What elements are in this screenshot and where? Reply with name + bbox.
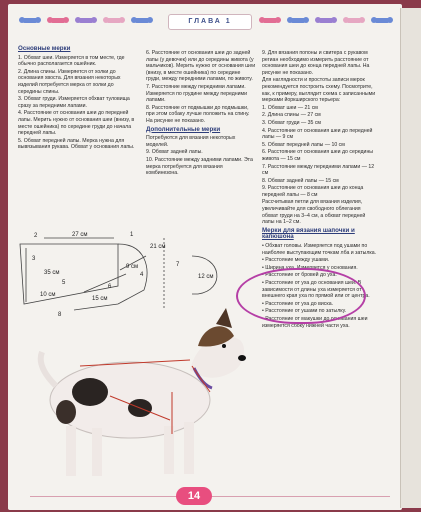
schema-label: 27 см (72, 232, 88, 238)
bone-ornament (134, 18, 150, 23)
bone-ornament (318, 18, 334, 23)
schema-label: 3 (32, 256, 36, 262)
list-item: 1. Обхват шеи — 21 см (262, 104, 318, 111)
bone-ornament (78, 18, 94, 23)
schema-label: 9 см (126, 264, 139, 270)
paragraph: 10. Расстояние между задними лапами. Эта мерка потребуется для вязания комбинезона. (146, 156, 253, 177)
paragraph: 9. Обхват задней лапы. (146, 149, 203, 156)
paragraph: 4. Расстояние от основания шеи до передней лапы. Мерить нужно от основания шеи (внизу, в месте ошейника) по середине груди до начала передней лапы. (18, 110, 135, 137)
schema-label: 6 (108, 284, 112, 290)
page-number: 14 (176, 487, 212, 505)
list-item: • Расстояние от уха до основания шеи. В зависимости от длины уха измеряется от внешнего края уха по прямой или от центра. (262, 280, 370, 300)
paragraph: 6. Расстояние от основания шеи до задней лапы (у девочек) или до середины живота (у мальчиков). Мерить нужно от основания шеи (внизу, в месте ошейника) по середине груди, между передними лапами, по животу. (146, 50, 256, 83)
bone-ornament (346, 18, 362, 23)
section-title: Дополнительные мерки (146, 125, 221, 133)
paragraph: 9. Для вязания попоны и свитера с рукавом региан необходимо измерить расстояние от основания шеи до конца передней лапы. На рисунке не показано. (262, 50, 370, 76)
paragraph: 3. Обхват груди. Измеряется обхват туловища сразу за передними лапами. (18, 96, 130, 109)
schema-label: 12 см (198, 274, 214, 280)
list-item: 6. Расстояние от основания шеи до середины живота — 15 см (262, 149, 374, 162)
paragraph: 2. Длина спины. Измеряется от холки до основания хвоста. Для вязания некоторых изделий потребуется мерка от холки до середины спины. (18, 68, 121, 95)
schema-label: 35 см (44, 270, 60, 276)
bone-ornament (50, 18, 66, 23)
bone-ornament (262, 18, 278, 23)
list-item: 7. Расстояние между передними лапами — 12 см (262, 163, 375, 177)
schema-label: 8 (58, 312, 62, 318)
section-title: Мерки для вязания шапочки и капюшона (262, 226, 355, 241)
paragraph: 7. Расстояние между передними лапами. Измеряется по грудине между передними лапами. (146, 83, 247, 104)
chapter-header: ГЛАВА 1 (168, 14, 252, 30)
schema-label: 2 (34, 233, 38, 239)
schema-label: 21 см (150, 244, 166, 250)
schema-label: 5 (62, 280, 66, 286)
list-item: • Расстояние от макушки до основания шеи измеряется сбоку нижней части уха. (262, 315, 368, 329)
schema-label: 7 (176, 262, 180, 268)
bone-ornament (290, 18, 306, 23)
schema-label: 10 см (40, 292, 56, 298)
paragraph: 8. Расстояние от подмышки до подмышки, при этом собаку лучше положить на спину. На рисунке не показано. (146, 104, 250, 124)
list-item: 5. Обхват передней лапы — 10 см (262, 141, 345, 148)
bone-ornament (374, 18, 390, 23)
list-item: • Расстояние между ушами. (262, 257, 330, 264)
list-item: 3. Обхват груди — 35 см (262, 119, 321, 126)
section-title: Основные мерки (18, 45, 71, 52)
paragraph: Для наглядности и простоты записи мерок рекомендуется построить схему. Посмотрите, как, к примеру, выглядит схема с записанными мерками йоркширского терьера: (262, 77, 376, 104)
list-item: • Расстояние от бровей до уха. (262, 272, 337, 279)
schema-label: 4 (140, 272, 144, 278)
list-item: 4. Расстояние от основания шеи до передней лапы — 9 см (262, 127, 373, 141)
list-item: • Расстояние от уха до виска. (262, 300, 334, 307)
bone-ornament (22, 18, 38, 23)
column-main-measurements (18, 44, 138, 152)
column-additional-measurements (146, 50, 256, 178)
list-item: 2. Длина спины — 27 см (262, 112, 321, 119)
list-item: 8. Обхват задней лапы — 15 см (262, 177, 339, 184)
schema-label: 15 см (92, 296, 108, 302)
paragraph: 5. Обхват передней лапы. Мерка нужна для вывязывания рукава. Обхват у основания лапы. (18, 137, 135, 151)
list-item: • Ширина уха. Измеряется у основания. (262, 264, 358, 271)
list-item: • Расстояние от ушами по затылку. (262, 308, 347, 315)
next-page-edge (400, 8, 421, 508)
paragraph: Рассчитывая петли для вязания изделия, увеличивайте для свободного облегания обхват груди на 3–4 см, а обхват передней лапы на 1–2 см. (262, 199, 366, 226)
dog-photo (20, 300, 248, 486)
paragraph: Потребуются для вязания некоторых моделей. (146, 135, 236, 148)
list-item: 9. Расстояние от основания шеи до конца передней лапы — 8 см (262, 185, 364, 198)
paragraph: 1. Обхват шеи. Измеряется в том месте, где обычно располагается ошейник. (18, 54, 125, 68)
list-item: • Обхват головы. Измеряется под ушами по наиболее выступающим точкам лба и затылка. (262, 243, 377, 256)
highlight-circle (236, 268, 366, 324)
bone-ornament (106, 18, 122, 23)
schema-label: 1 (130, 232, 134, 238)
